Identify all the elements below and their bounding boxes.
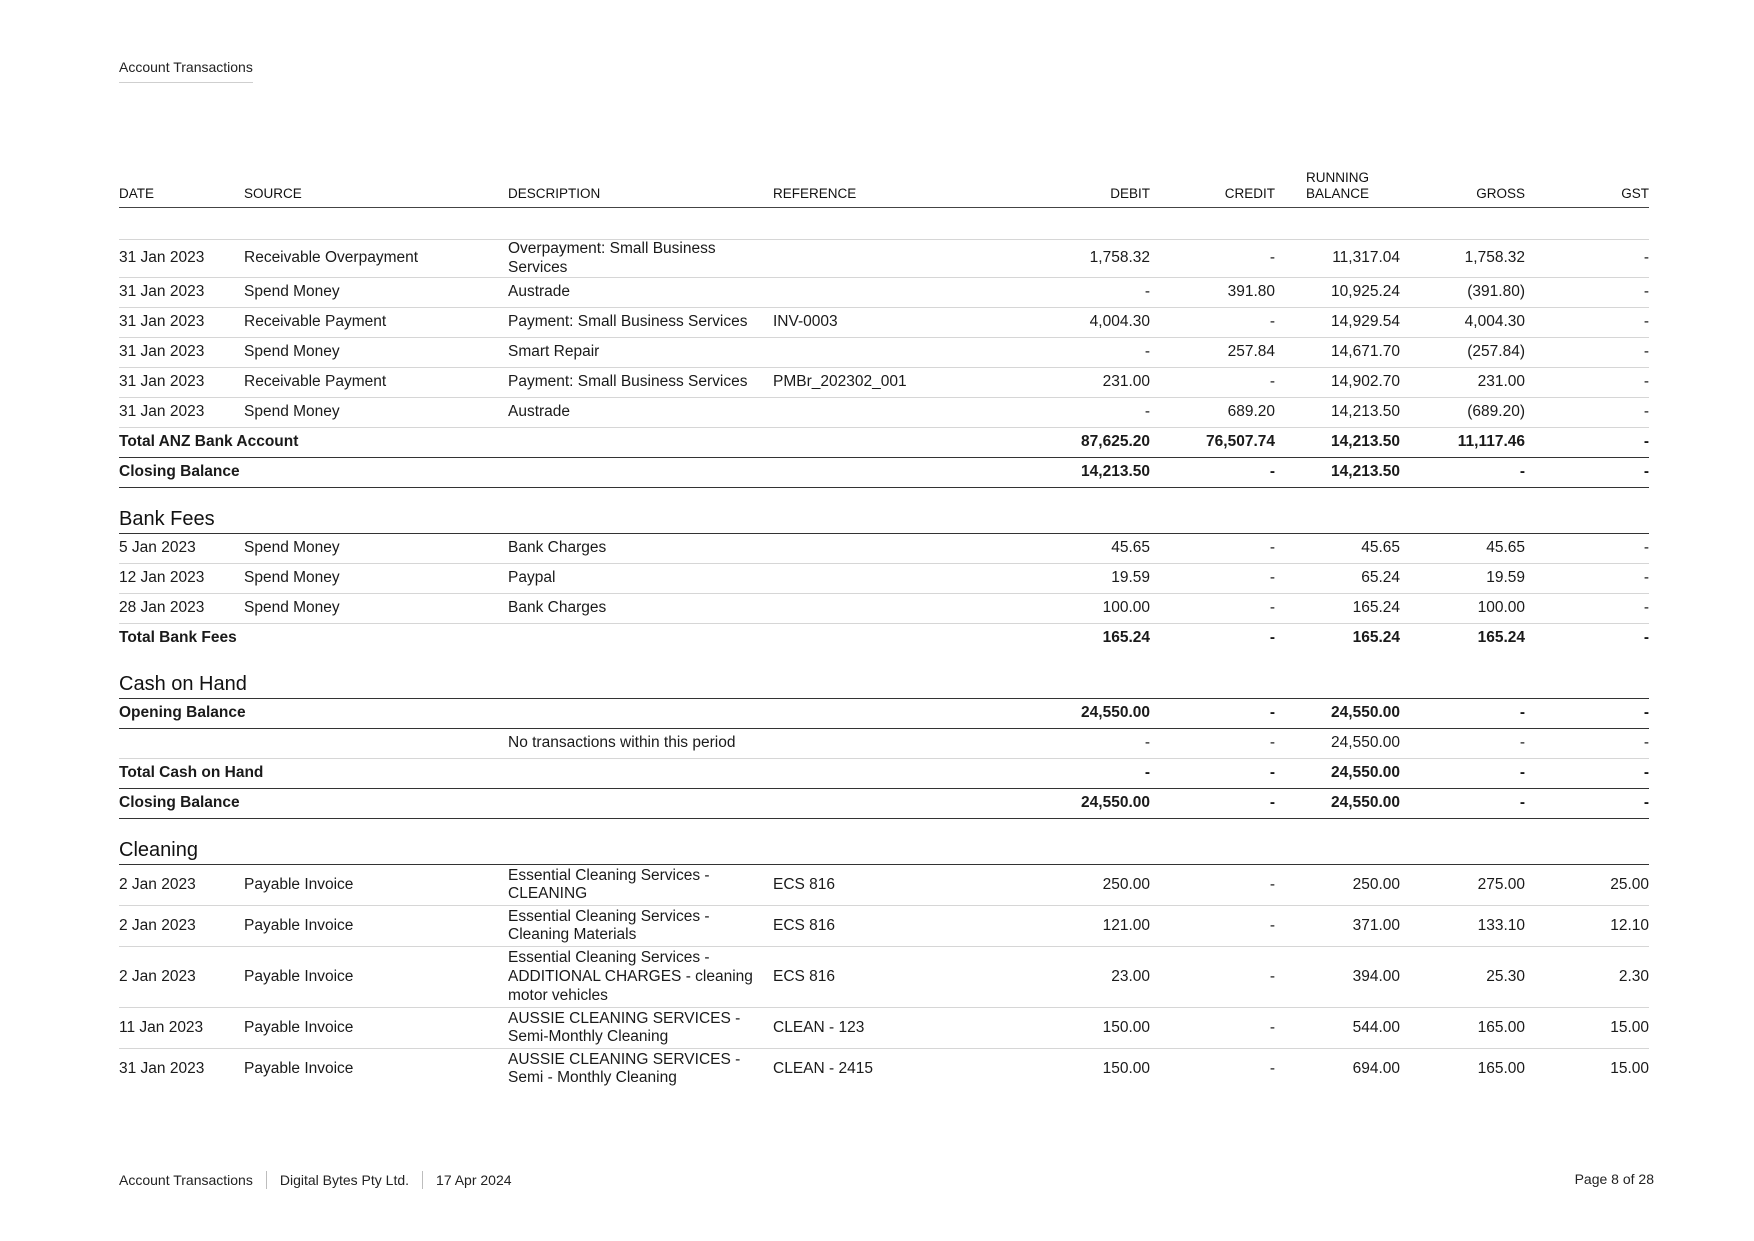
cell-source: Receivable Overpayment bbox=[244, 240, 508, 278]
cell-credit: - bbox=[1150, 564, 1275, 594]
cell-running-balance: 14,671.70 bbox=[1275, 338, 1400, 368]
col-date: DATE bbox=[119, 170, 244, 208]
closing-balance-anz-credit: - bbox=[1150, 458, 1275, 488]
cell-gross: 231.00 bbox=[1400, 368, 1525, 398]
cell-description: Bank Charges bbox=[508, 534, 773, 564]
cell-running-balance: 371.00 bbox=[1275, 906, 1400, 947]
closing-balance-cash-gross: - bbox=[1400, 789, 1525, 819]
opening-balance-cash-gst: - bbox=[1525, 699, 1649, 729]
total-bank-fees-running-balance: 165.24 bbox=[1352, 629, 1400, 647]
footer-page-number: Page 8 of 28 bbox=[1574, 1171, 1654, 1187]
cell-credit: - bbox=[1150, 947, 1275, 1008]
total-cash-on-hand-credit: - bbox=[1150, 759, 1275, 789]
cell-credit: - bbox=[1150, 729, 1275, 759]
col-debit: DEBIT bbox=[948, 170, 1150, 208]
cell-gst: 25.00 bbox=[1525, 865, 1649, 906]
cell-description: Paypal bbox=[508, 564, 773, 594]
opening-balance-cash-label: Opening Balance bbox=[119, 699, 948, 729]
cell-credit: - bbox=[1150, 308, 1275, 338]
cell-running-balance: 14,902.70 bbox=[1275, 368, 1400, 398]
cell-gst: - bbox=[1525, 338, 1649, 368]
cell-source: Receivable Payment bbox=[244, 368, 508, 398]
total-bank-fees-gross: 165.24 bbox=[1477, 629, 1525, 647]
cell-gst: - bbox=[1525, 278, 1649, 308]
cell-description: Austrade bbox=[508, 398, 773, 428]
cell-gross: - bbox=[1400, 729, 1525, 759]
cell-debit: 23.00 bbox=[948, 947, 1150, 1008]
cell-debit: - bbox=[948, 398, 1150, 428]
cell-description: Essential Cleaning Services - ADDITIONAL CHARGES - cleaning motor vehicles bbox=[508, 947, 773, 1008]
cell-gst: - bbox=[1525, 534, 1649, 564]
cell-reference: PMBr_202302_001 bbox=[773, 368, 948, 398]
total-cash-on-hand-label: Total Cash on Hand bbox=[119, 759, 948, 789]
section-bank-fees-title: Bank Fees bbox=[119, 488, 1649, 534]
cell-gross: 133.10 bbox=[1400, 906, 1525, 947]
opening-balance-cash-debit: 24,550.00 bbox=[948, 699, 1150, 729]
cell-source: Payable Invoice bbox=[244, 1008, 508, 1049]
cell-source bbox=[244, 729, 508, 759]
cell-credit: - bbox=[1150, 1008, 1275, 1049]
closing-balance-cash-label: Closing Balance bbox=[119, 789, 948, 819]
total-anz-bank-account-label: Total ANZ Bank Account bbox=[119, 428, 948, 458]
cell-credit: 391.80 bbox=[1150, 278, 1275, 308]
cell-source: Spend Money bbox=[244, 278, 508, 308]
cell-reference: CLEAN - 2415 bbox=[773, 1059, 873, 1077]
closing-balance-cash-running-balance: 24,550.00 bbox=[1275, 789, 1400, 819]
closing-balance-cash-gst: - bbox=[1525, 789, 1649, 819]
cell-date: 31 Jan 2023 bbox=[119, 278, 244, 308]
total-bank-fees-credit: - bbox=[1269, 629, 1275, 647]
total-cash-on-hand-gst: - bbox=[1525, 759, 1649, 789]
section-cash-on-hand-title: Cash on Hand bbox=[119, 653, 1649, 699]
col-credit: CREDIT bbox=[1150, 170, 1275, 208]
col-running-balance: RUNNING BALANCE bbox=[1275, 170, 1400, 208]
cell-description: Payment: Small Business Services bbox=[508, 368, 773, 398]
table-row bbox=[119, 368, 1649, 398]
closing-balance-anz-gross: - bbox=[1400, 458, 1525, 488]
cell-gst: 2.30 bbox=[1525, 947, 1649, 1008]
closing-balance-anz-debit: 14,213.50 bbox=[948, 458, 1150, 488]
cell-description: No transactions within this period bbox=[508, 729, 948, 759]
table-row bbox=[119, 865, 1649, 906]
closing-balance-anz-running-balance: 14,213.50 bbox=[1275, 458, 1400, 488]
cell-reference bbox=[773, 338, 948, 368]
total-cash-on-hand-debit: - bbox=[948, 759, 1150, 789]
cell-running-balance: 10,925.24 bbox=[1275, 278, 1400, 308]
cell-date: 28 Jan 2023 bbox=[119, 594, 244, 624]
cell-running-balance: 165.24 bbox=[1275, 594, 1400, 624]
cell-debit: 19.59 bbox=[948, 564, 1150, 594]
opening-balance-cash bbox=[119, 699, 1649, 729]
cell-reference bbox=[773, 398, 948, 428]
cell-description: Overpayment: Small Business Services bbox=[508, 240, 773, 278]
cell-gross: (391.80) bbox=[1400, 278, 1525, 308]
table-header-row bbox=[119, 170, 1649, 208]
cell-reference bbox=[773, 564, 948, 594]
cell-gst: - bbox=[1525, 308, 1649, 338]
total-bank-fees bbox=[119, 624, 1649, 654]
cell-source: Payable Invoice bbox=[244, 947, 508, 1008]
cell-description: Essential Cleaning Services - CLEANING bbox=[508, 865, 773, 906]
cell-debit: 250.00 bbox=[948, 865, 1150, 906]
cell-description: AUSSIE CLEANING SERVICES - Semi - Monthly Cleaning bbox=[508, 1050, 741, 1087]
cell-date: 12 Jan 2023 bbox=[119, 564, 244, 594]
cell-credit: - bbox=[1150, 865, 1275, 906]
cell-reference: ECS 816 bbox=[773, 947, 948, 1008]
cell-running-balance: 394.00 bbox=[1275, 947, 1400, 1008]
page-header-title: Account Transactions bbox=[119, 59, 253, 83]
total-anz-bank-account-gross: 11,117.46 bbox=[1400, 428, 1525, 458]
cell-description: Bank Charges bbox=[508, 594, 773, 624]
section-cleaning-title: Cleaning bbox=[119, 819, 1649, 865]
cell-source: Payable Invoice bbox=[244, 906, 508, 947]
cell-debit: 150.00 bbox=[948, 1008, 1150, 1049]
cell-source: Spend Money bbox=[244, 564, 508, 594]
cell-gst: 15.00 bbox=[1610, 1059, 1649, 1077]
cell-source: Spend Money bbox=[244, 594, 508, 624]
closing-balance-anz bbox=[119, 458, 1649, 488]
table-row bbox=[119, 906, 1649, 947]
cell-date: 31 Jan 2023 bbox=[119, 368, 244, 398]
cell-gst: - bbox=[1525, 398, 1649, 428]
cell-gross: 100.00 bbox=[1400, 594, 1525, 624]
table-row bbox=[119, 594, 1649, 624]
footer-report-name: Account Transactions bbox=[119, 1172, 253, 1188]
cell-description: Payment: Small Business Services bbox=[508, 308, 773, 338]
cell-gross: 45.65 bbox=[1400, 534, 1525, 564]
cell-gross: 165.00 bbox=[1477, 1059, 1525, 1077]
cell-description: AUSSIE CLEANING SERVICES - Semi-Monthly Cleaning bbox=[508, 1008, 773, 1049]
section-cash-on-hand bbox=[119, 653, 1649, 699]
spacer-row bbox=[119, 208, 1649, 240]
section-bank-fees bbox=[119, 488, 1649, 534]
cell-debit: 231.00 bbox=[948, 368, 1150, 398]
cell-gross: 4,004.30 bbox=[1400, 308, 1525, 338]
table-row bbox=[119, 398, 1649, 428]
footer-divider bbox=[422, 1171, 423, 1189]
cell-gross: 275.00 bbox=[1400, 865, 1525, 906]
total-cash-on-hand bbox=[119, 759, 1649, 789]
cell-gross: 25.30 bbox=[1400, 947, 1525, 1008]
closing-balance-anz-label: Closing Balance bbox=[119, 458, 948, 488]
table-row bbox=[119, 338, 1649, 368]
cell-debit: - bbox=[948, 278, 1150, 308]
cell-running-balance: 45.65 bbox=[1275, 534, 1400, 564]
footer-date: 17 Apr 2024 bbox=[436, 1172, 512, 1188]
cell-debit: - bbox=[948, 729, 1150, 759]
cell-date: 2 Jan 2023 bbox=[119, 865, 244, 906]
cell-running-balance: 250.00 bbox=[1275, 865, 1400, 906]
cell-running-balance: 11,317.04 bbox=[1275, 240, 1400, 278]
cell-running-balance: 14,213.50 bbox=[1275, 398, 1400, 428]
page-footer bbox=[119, 1171, 1654, 1189]
opening-balance-cash-credit: - bbox=[1150, 699, 1275, 729]
cell-source: Payable Invoice bbox=[244, 1059, 354, 1077]
cell-running-balance: 24,550.00 bbox=[1275, 729, 1400, 759]
cell-reference: INV-0003 bbox=[773, 308, 948, 338]
cell-gross: 1,758.32 bbox=[1400, 240, 1525, 278]
cell-date: 5 Jan 2023 bbox=[119, 534, 244, 564]
cell-gst: 15.00 bbox=[1525, 1008, 1649, 1049]
cell-source: Payable Invoice bbox=[244, 865, 508, 906]
cell-credit: - bbox=[1269, 1059, 1275, 1077]
cell-date: 31 Jan 2023 bbox=[119, 1059, 205, 1077]
cell-date: 31 Jan 2023 bbox=[119, 240, 244, 278]
section-cleaning bbox=[119, 819, 1649, 865]
cell-debit: 1,758.32 bbox=[948, 240, 1150, 278]
cell-running-balance: 544.00 bbox=[1275, 1008, 1400, 1049]
cell-reference bbox=[773, 534, 948, 564]
total-anz-bank-account-credit: 76,507.74 bbox=[1150, 428, 1275, 458]
total-cash-on-hand-running-balance: 24,550.00 bbox=[1275, 759, 1400, 789]
cell-credit: 257.84 bbox=[1150, 338, 1275, 368]
cell-debit: 121.00 bbox=[948, 906, 1150, 947]
cell-description: Austrade bbox=[508, 278, 773, 308]
cell-date bbox=[119, 729, 244, 759]
table-row bbox=[119, 1008, 1649, 1049]
cell-running-balance: 694.00 bbox=[1352, 1059, 1400, 1077]
cell-gst: - bbox=[1525, 240, 1649, 278]
total-bank-fees-label: Total Bank Fees bbox=[119, 629, 237, 647]
cell-reference bbox=[773, 278, 948, 308]
cell-description: Smart Repair bbox=[508, 338, 773, 368]
col-reference: REFERENCE bbox=[773, 170, 948, 208]
cell-gst: - bbox=[1525, 564, 1649, 594]
cell-debit: 100.00 bbox=[948, 594, 1150, 624]
cell-date: 2 Jan 2023 bbox=[119, 906, 244, 947]
col-gst: GST bbox=[1525, 170, 1649, 208]
total-anz-bank-account-gst: - bbox=[1525, 428, 1649, 458]
cell-debit: 150.00 bbox=[1102, 1059, 1150, 1077]
cell-source: Receivable Payment bbox=[244, 308, 508, 338]
footer-divider bbox=[266, 1171, 267, 1189]
cell-credit: - bbox=[1150, 368, 1275, 398]
closing-balance-cash-credit: - bbox=[1150, 789, 1275, 819]
account-transactions-table bbox=[119, 170, 1649, 1089]
total-anz-bank-account bbox=[119, 428, 1649, 458]
total-anz-bank-account-running-balance: 14,213.50 bbox=[1275, 428, 1400, 458]
cell-source: Spend Money bbox=[244, 534, 508, 564]
cell-reference bbox=[773, 240, 948, 278]
col-gross: GROSS bbox=[1400, 170, 1525, 208]
cell-gross: (257.84) bbox=[1400, 338, 1525, 368]
table-row bbox=[119, 947, 1649, 1008]
table-row bbox=[119, 564, 1649, 594]
cell-reference bbox=[773, 594, 948, 624]
cell-gst: - bbox=[1525, 594, 1649, 624]
col-source: SOURCE bbox=[244, 170, 508, 208]
cell-date: 31 Jan 2023 bbox=[119, 308, 244, 338]
cell-source: Spend Money bbox=[244, 338, 508, 368]
cell-gst: - bbox=[1525, 368, 1649, 398]
cell-source: Spend Money bbox=[244, 398, 508, 428]
cell-date: 2 Jan 2023 bbox=[119, 947, 244, 1008]
table-row bbox=[119, 534, 1649, 564]
cell-debit: 4,004.30 bbox=[948, 308, 1150, 338]
cell-gst: 12.10 bbox=[1525, 906, 1649, 947]
opening-balance-cash-gross: - bbox=[1400, 699, 1525, 729]
cell-gross: (689.20) bbox=[1400, 398, 1525, 428]
cell-debit: - bbox=[948, 338, 1150, 368]
total-anz-bank-account-debit: 87,625.20 bbox=[948, 428, 1150, 458]
cell-gross: 19.59 bbox=[1400, 564, 1525, 594]
total-bank-fees-gst: - bbox=[1643, 629, 1649, 647]
cell-description: Essential Cleaning Services - Cleaning Materials bbox=[508, 906, 773, 947]
cell-credit: - bbox=[1150, 240, 1275, 278]
cell-date: 11 Jan 2023 bbox=[119, 1008, 244, 1049]
total-bank-fees-debit: 165.24 bbox=[1102, 629, 1150, 647]
cell-reference: ECS 816 bbox=[773, 906, 948, 947]
cell-gross: 165.00 bbox=[1400, 1008, 1525, 1049]
table-row bbox=[119, 278, 1649, 308]
closing-balance-cash bbox=[119, 789, 1649, 819]
cell-date: 31 Jan 2023 bbox=[119, 398, 244, 428]
cell-running-balance: 14,929.54 bbox=[1275, 308, 1400, 338]
closing-balance-anz-gst: - bbox=[1525, 458, 1649, 488]
table-row bbox=[119, 240, 1649, 278]
cell-credit: - bbox=[1150, 534, 1275, 564]
footer-company: Digital Bytes Pty Ltd. bbox=[279, 1172, 410, 1188]
table-row bbox=[119, 308, 1649, 338]
table-row bbox=[119, 1049, 1649, 1090]
closing-balance-cash-debit: 24,550.00 bbox=[948, 789, 1150, 819]
cell-date: 31 Jan 2023 bbox=[119, 338, 244, 368]
cell-credit: - bbox=[1150, 594, 1275, 624]
total-cash-on-hand-gross: - bbox=[1400, 759, 1525, 789]
no-transactions-row bbox=[119, 729, 1649, 759]
cell-credit: 689.20 bbox=[1150, 398, 1275, 428]
opening-balance-cash-running-balance: 24,550.00 bbox=[1275, 699, 1400, 729]
col-description: DESCRIPTION bbox=[508, 170, 773, 208]
cell-reference: ECS 816 bbox=[773, 865, 948, 906]
cell-debit: 45.65 bbox=[948, 534, 1150, 564]
cell-credit: - bbox=[1150, 906, 1275, 947]
cell-gst: - bbox=[1525, 729, 1649, 759]
cell-running-balance: 65.24 bbox=[1275, 564, 1400, 594]
cell-reference: CLEAN - 123 bbox=[773, 1008, 948, 1049]
